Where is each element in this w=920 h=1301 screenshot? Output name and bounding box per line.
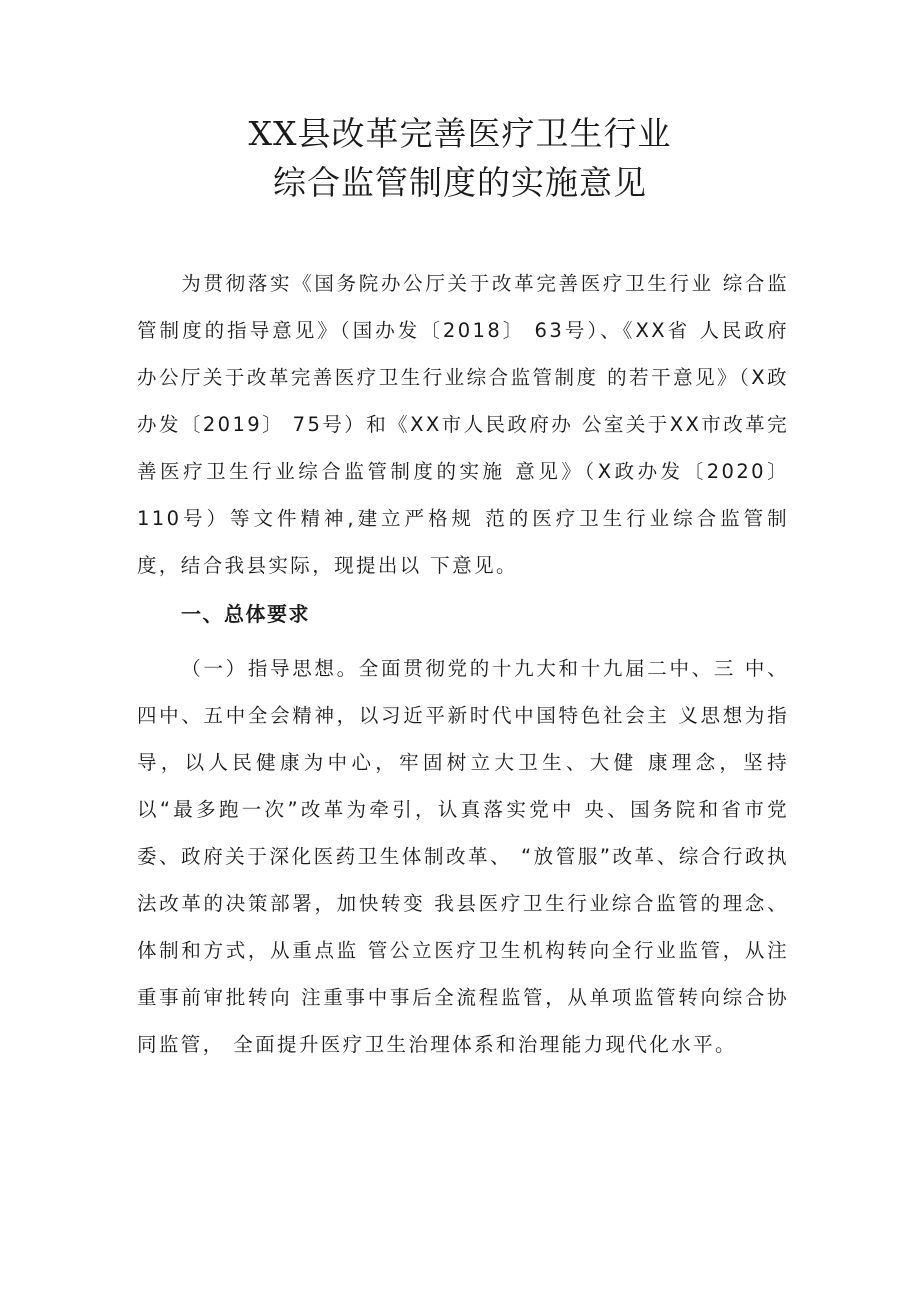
paragraph-preamble xyxy=(137,260,789,589)
paragraph-guiding-ideology-text: （一）指导思想。全面贯彻党的十九大和十九届二中、三 中、四中、五中全会精神，以习近平新时代中国特色社会主 义思想为指导，以人民健康为中心，牢固树立大卫生、大健 康理念，坚持以“最多跑一次”改革为牵引，认真落实党中 央、国务院和省市党委、政府关于深化医药卫生体制改革、 “放管服”改革、综合行政执法改革的决策部署，加快转变 我县医疗卫生行业综合监管的理念、体制和方式，从重点监 管公立医疗卫生机构转向全行业监管，从注重事前审批转向 注重事中事后全流程监管，从单项监管转向综合协同监管， 全面提升医疗卫生治理体系和治理能力现代化水平。 xyxy=(137,657,789,1056)
paragraph-guiding-ideology xyxy=(137,645,789,1068)
document-title-line-2: 综合监管制度的实施意见 xyxy=(273,163,647,202)
section-heading-general-requirements: 一、总体要求 xyxy=(181,602,310,626)
document-title-line-1: XX县改革完善医疗卫生行业 xyxy=(248,114,672,153)
paragraph-preamble-text: 为贯彻落实《国务院办公厅关于改革完善医疗卫生行业 综合监管制度的指导意见》（国办发〔2018〕 63号）、《XX省 人民政府办公厅关于改革完善医疗卫生行业综合监管制度 的若干意见》（X政办发〔2019〕 75号）和《XX市人民政府办 公室关于XX市改革完善医疗卫生行业综合监管制度的实施 意见》（X政办发〔2020〕 110号）等文件精神,建立严格规 范的医疗卫生行业综合监管制度，结合我县实际，现提出以 下意见。 xyxy=(137,272,789,577)
